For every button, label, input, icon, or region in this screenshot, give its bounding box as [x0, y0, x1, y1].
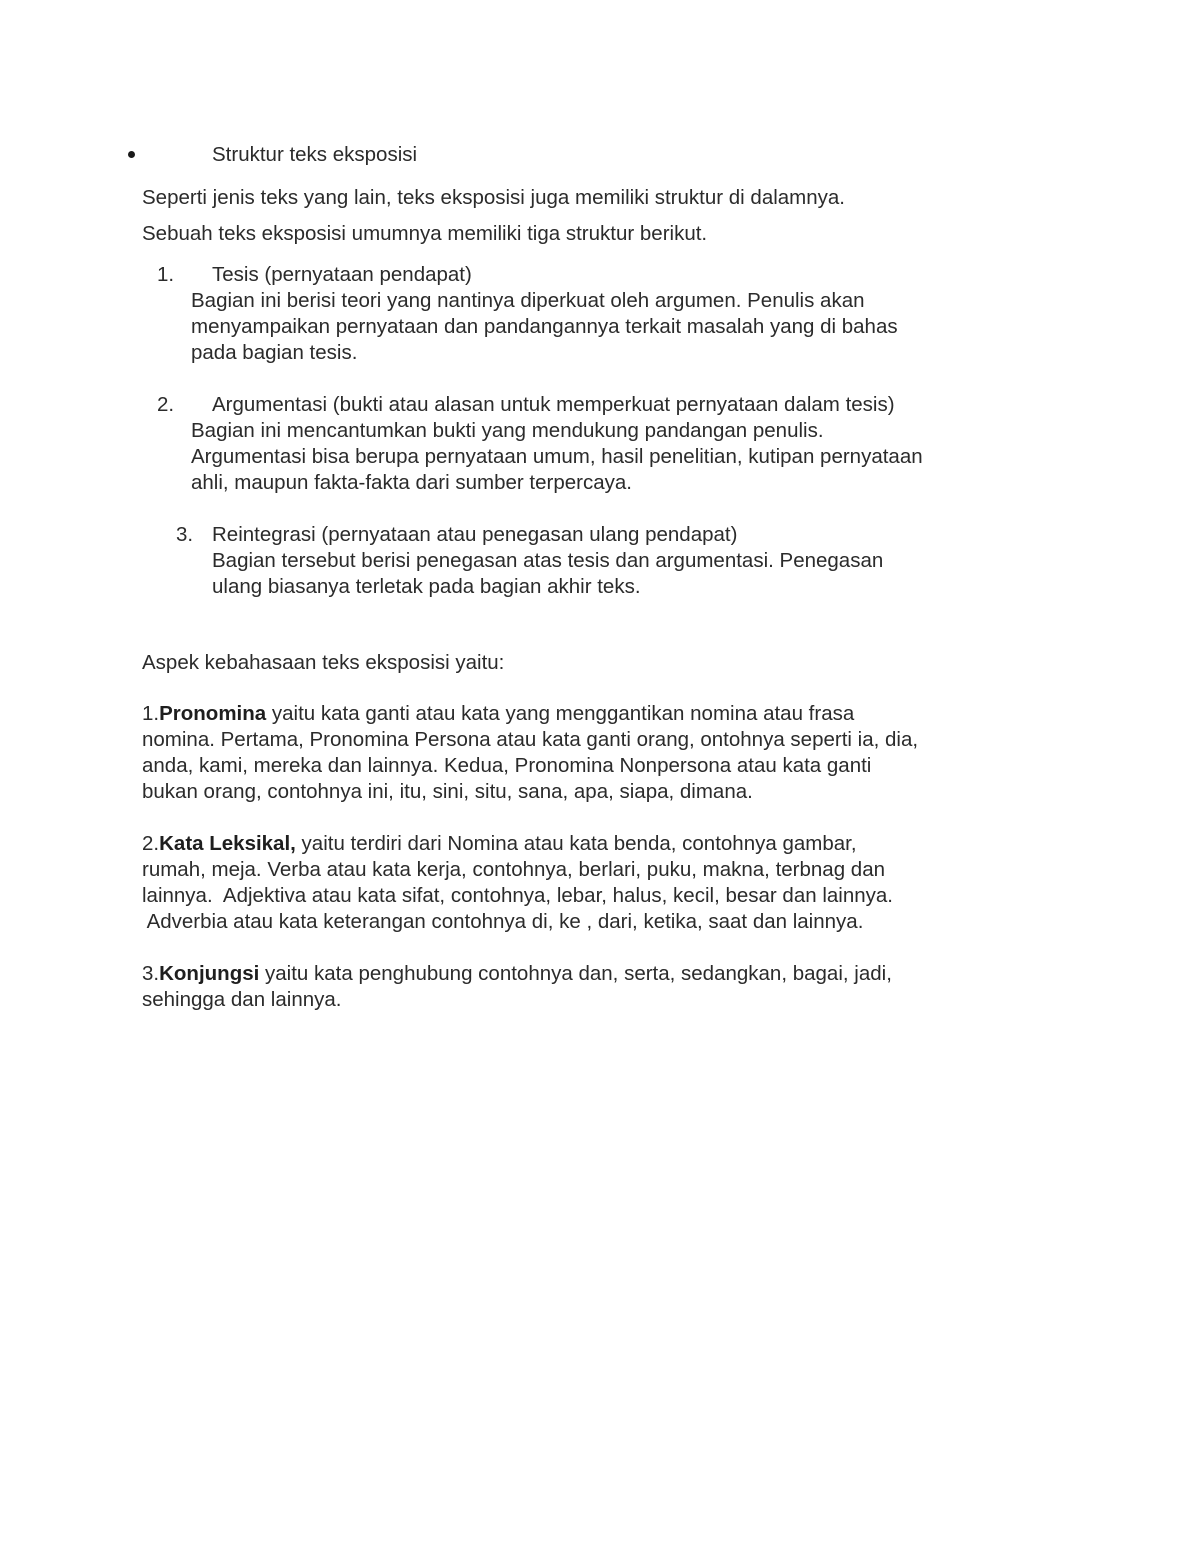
list-item-line: pada bagian tesis. — [191, 341, 358, 364]
aspek-term: Pronomina — [159, 702, 267, 725]
aspek-first-line — [142, 831, 857, 857]
list-item-line: Bagian ini mencantumkan bukti yang mendukung pandangan penulis. — [191, 419, 824, 442]
list-number: 1. — [157, 263, 175, 286]
aspek-heading: Aspek kebahasaan teks eksposisi yaitu: — [142, 651, 505, 674]
aspek-first-line — [142, 961, 892, 987]
aspek-number: 3. — [142, 962, 160, 985]
intro-line: Seperti jenis teks yang lain, teks eksposisi juga memiliki struktur di dalamnya. — [142, 186, 845, 209]
list-item-line: ulang biasanya terletak pada bagian akhir teks. — [212, 575, 641, 598]
intro-line: Sebuah teks eksposisi umumnya memiliki tiga struktur berikut. — [142, 222, 708, 245]
list-item-line: menyampaikan pernyataan dan pandangannya terkait masalah yang di bahas — [191, 315, 898, 338]
aspek-number: 1. — [142, 702, 160, 725]
aspek-line: nomina. Pertama, Pronomina Persona atau kata ganti orang, ontohnya seperti ia, dia, — [142, 728, 919, 751]
aspek-line: sehingga dan lainnya. — [142, 988, 342, 1011]
aspek-line: lainnya. Adjektiva atau kata sifat, contohnya, lebar, halus, kecil, besar dan lainnya. — [142, 884, 893, 907]
aspek-number: 2. — [142, 832, 160, 855]
aspek-term: Kata Leksikal, — [159, 832, 296, 855]
aspek-text: yaitu kata ganti atau kata yang menggantikan nomina atau frasa — [266, 702, 855, 725]
aspek-text: yaitu terdiri dari Nomina atau kata benda, contohnya gambar, — [295, 832, 857, 855]
list-item-line: Argumentasi bisa berupa pernyataan umum, hasil penelitian, kutipan pernyataan — [191, 445, 923, 468]
aspek-line: rumah, meja. Verba atau kata kerja, contohnya, berlari, puku, makna, terbnag dan — [142, 858, 885, 881]
aspek-line: bukan orang, contohnya ini, itu, sini, situ, sana, apa, siapa, dimana. — [142, 780, 753, 803]
list-item-title: Reintegrasi (pernyataan atau penegasan ulang pendapat) — [212, 523, 738, 546]
aspek-text: yaitu kata penghubung contohnya dan, serta, sedangkan, bagai, jadi, — [259, 962, 892, 985]
aspek-line: Adverbia atau kata keterangan contohnya di, ke , dari, ketika, saat dan lainnya. — [142, 910, 864, 933]
list-item-title: Argumentasi (bukti atau alasan untuk memperkuat pernyataan dalam tesis) — [212, 393, 895, 416]
list-item-title: Tesis (pernyataan pendapat) — [212, 263, 472, 286]
aspek-term: Konjungsi — [159, 962, 260, 985]
list-item-line: Bagian ini berisi teori yang nantinya diperkuat oleh argumen. Penulis akan — [191, 289, 865, 312]
aspek-first-line — [142, 701, 854, 727]
list-item-line: Bagian tersebut berisi penegasan atas tesis dan argumentasi. Penegasan — [212, 549, 884, 572]
aspek-line: anda, kami, mereka dan lainnya. Kedua, Pronomina Nonpersona atau kata ganti — [142, 754, 872, 777]
section-heading: Struktur teks eksposisi — [212, 143, 418, 166]
list-item-line: ahli, maupun fakta-fakta dari sumber terpercaya. — [191, 471, 632, 494]
list-number: 2. — [157, 393, 175, 416]
list-number: 3. — [176, 523, 194, 546]
bullet-icon — [128, 151, 135, 158]
